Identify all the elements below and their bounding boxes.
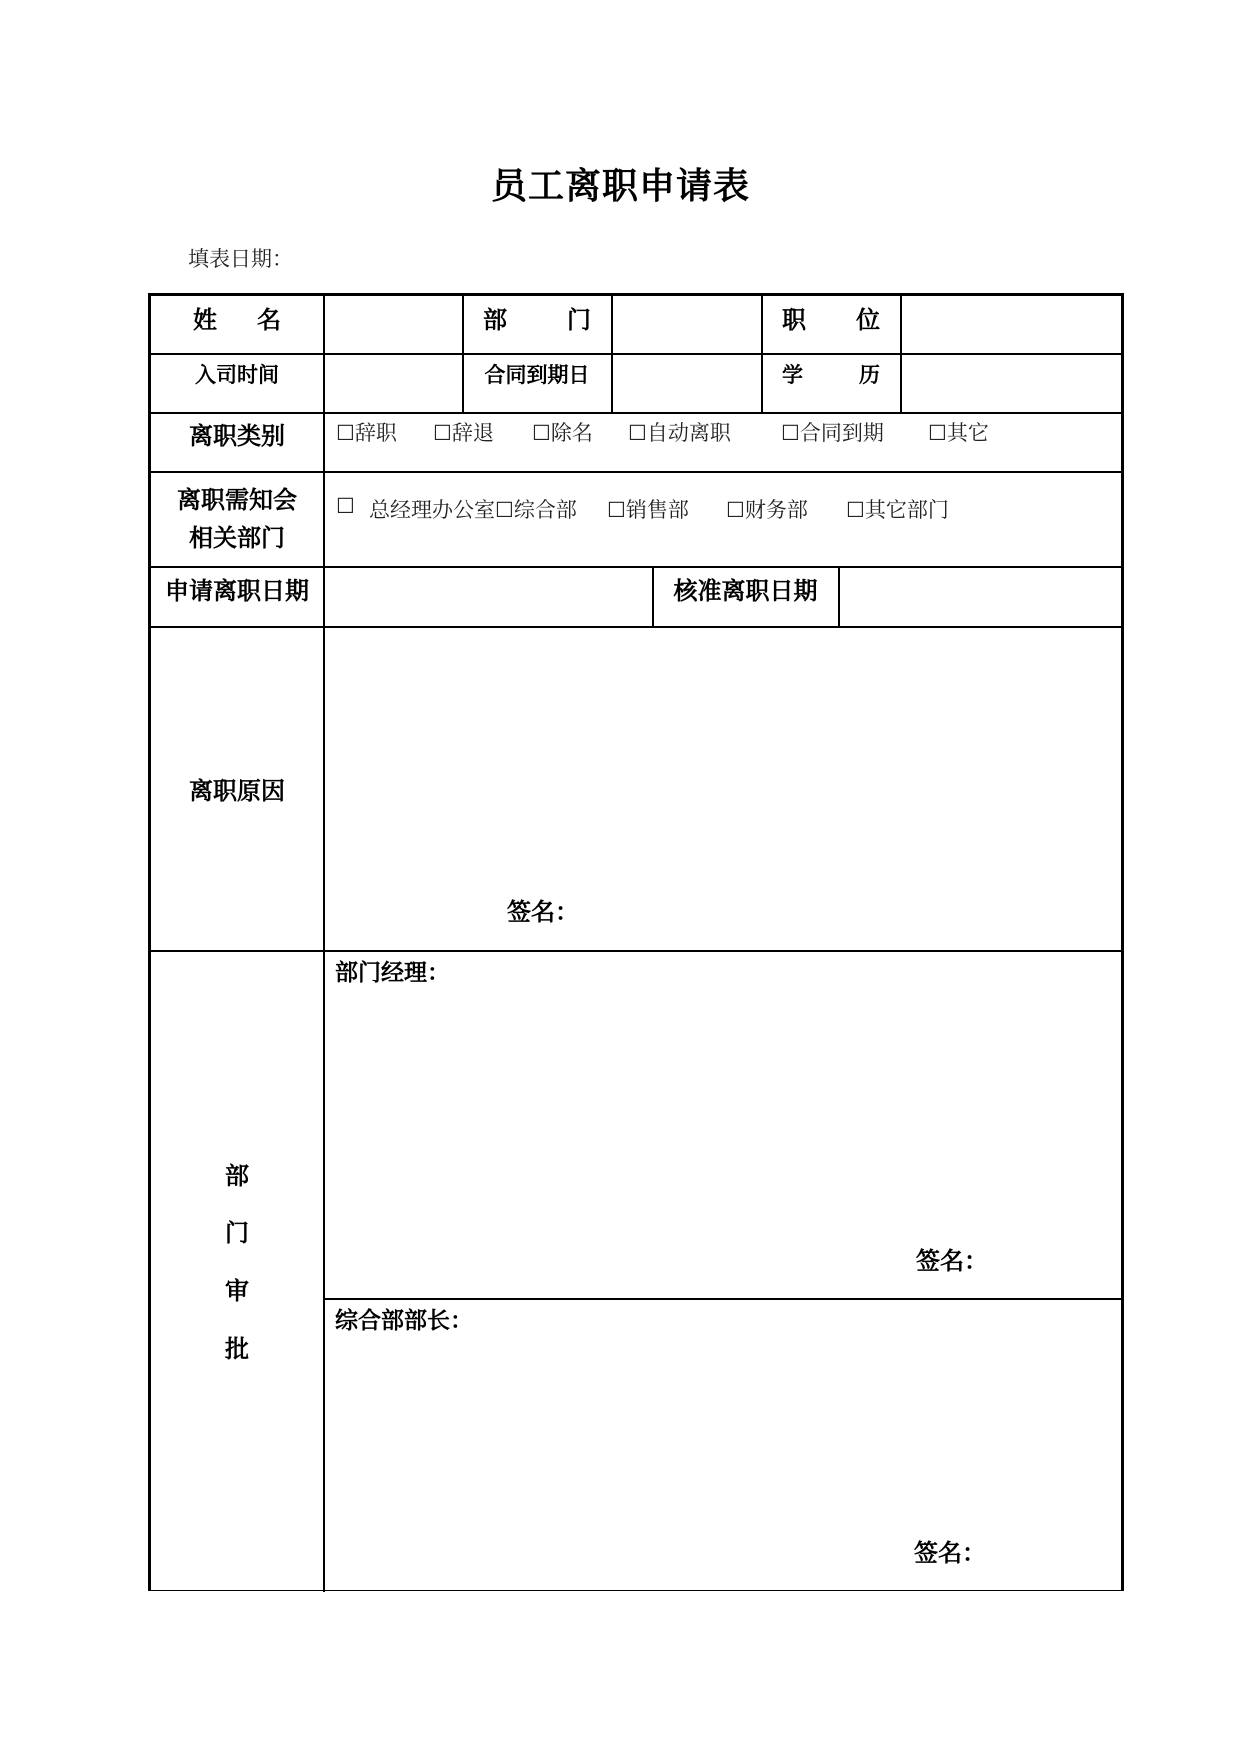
position-label — [762, 296, 900, 338]
approval-label-char: 门 — [225, 1219, 249, 1247]
general-dept-head-comment-field[interactable] — [324, 1336, 1121, 1576]
option-expelled[interactable]: ☐除名 — [532, 421, 593, 445]
name-label-char: 姓 — [193, 305, 217, 334]
form-title: 员工离职申请表 — [490, 166, 750, 207]
fill-date-label: 填表日期： — [188, 247, 293, 271]
option-auto-leave[interactable]: ☐自动离职 — [628, 421, 731, 445]
join-time-label: 入司时间 — [195, 363, 279, 387]
reason-label: 离职原因 — [189, 777, 285, 805]
option-sales[interactable]: ☐销售部 — [607, 498, 689, 522]
dept-manager-label: 部门经理： — [335, 960, 450, 986]
department-label-char: 门 — [567, 305, 591, 334]
education-label — [762, 354, 900, 394]
general-dept-head-label: 综合部部长： — [335, 1308, 473, 1334]
notify-label-line: 相关部门 — [189, 524, 285, 552]
join-time-field[interactable] — [324, 354, 462, 412]
row-divider — [151, 950, 1121, 952]
contract-end-label: 合同到期日 — [484, 363, 590, 387]
name-label — [151, 296, 323, 338]
dept-manager-comment-field[interactable] — [324, 986, 1121, 1286]
department-label — [463, 296, 611, 338]
resignation-form-table — [148, 293, 1124, 1591]
department-label-char: 部 — [483, 305, 507, 334]
notify-label-line: 离职需知会 — [177, 486, 297, 514]
position-field[interactable] — [901, 296, 1121, 353]
option-gm-office-general[interactable]: 总经理办公室☐综合部 — [369, 498, 577, 522]
education-label-char: 学 — [782, 363, 803, 387]
option-resign[interactable]: ☐辞职 — [336, 421, 397, 445]
option-checkbox[interactable]: ☐ — [336, 494, 355, 518]
resignation-type-label: 离职类别 — [189, 421, 285, 450]
dept-manager-signature-label: 签名： — [916, 1247, 988, 1275]
option-other-dept[interactable]: ☐其它部门 — [846, 498, 949, 522]
name-field[interactable] — [324, 296, 462, 353]
approval-label-char: 部 — [225, 1162, 249, 1190]
position-label-char: 职 — [782, 305, 806, 334]
approval-label-char: 批 — [225, 1335, 249, 1363]
reason-field[interactable] — [324, 627, 1121, 950]
position-label-char: 位 — [856, 305, 880, 334]
reason-signature-label: 签名： — [507, 898, 579, 926]
row-divider — [323, 1298, 1121, 1300]
approved-date-label: 核准离职日期 — [673, 576, 818, 605]
apply-date-field[interactable] — [324, 568, 652, 626]
apply-date-label: 申请离职日期 — [165, 576, 309, 605]
option-contract-expired[interactable]: ☐合同到期 — [781, 421, 884, 445]
option-finance[interactable]: ☐财务部 — [726, 498, 808, 522]
option-dismissed[interactable]: ☐辞退 — [433, 421, 494, 445]
education-label-char: 历 — [859, 363, 880, 387]
approval-label-char: 审 — [225, 1277, 249, 1305]
contract-end-field[interactable] — [612, 354, 761, 412]
notify-departments-label — [151, 472, 323, 566]
department-field[interactable] — [612, 296, 761, 353]
general-dept-head-signature-label: 签名： — [914, 1539, 986, 1567]
option-other[interactable]: ☐其它 — [928, 421, 989, 445]
name-label-char: 名 — [257, 305, 281, 334]
education-field[interactable] — [901, 354, 1121, 412]
approved-date-field[interactable] — [839, 568, 1121, 626]
